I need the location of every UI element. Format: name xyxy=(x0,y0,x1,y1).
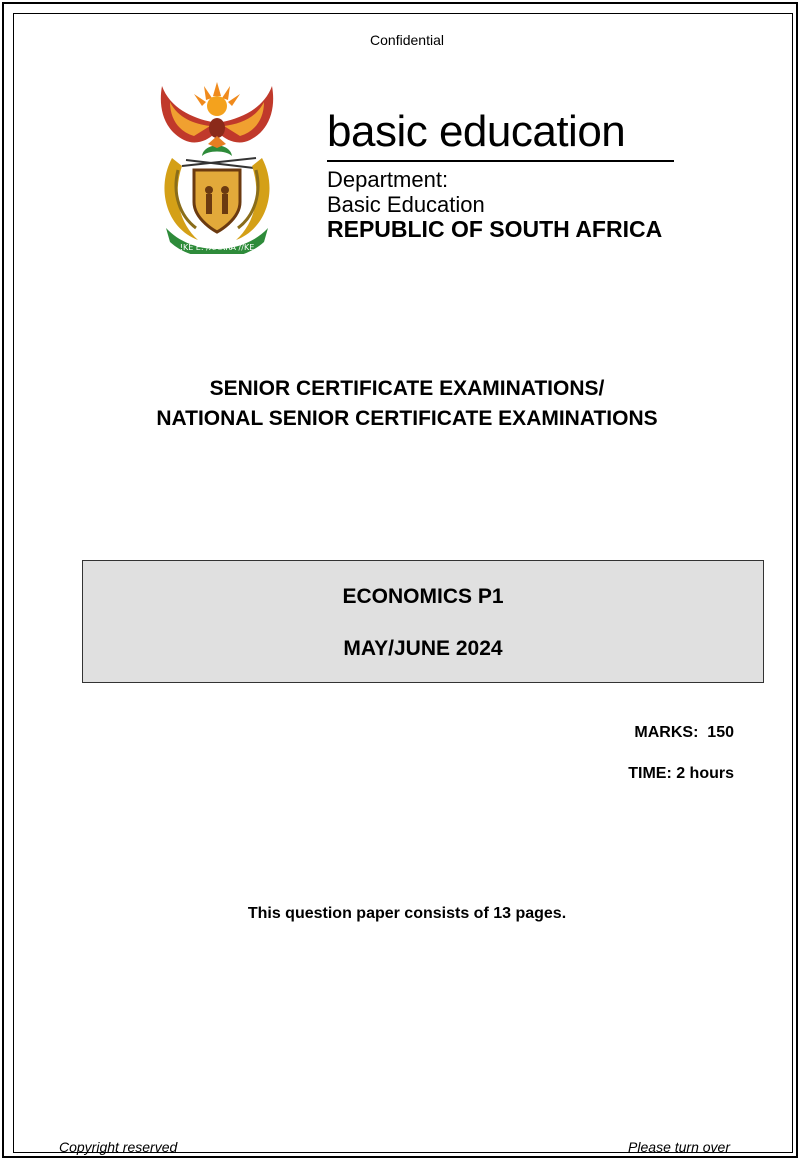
subject-name: ECONOMICS P1 xyxy=(342,585,504,608)
country-name: REPUBLIC OF SOUTH AFRICA xyxy=(327,216,663,242)
page-border-inner xyxy=(13,13,793,1153)
brand-title: basic education xyxy=(327,107,626,156)
classification-label: Confidential xyxy=(370,32,444,48)
copyright-footer: Copyright reserved xyxy=(59,1139,178,1155)
department-label: Department: xyxy=(327,167,449,192)
subject-box xyxy=(82,560,764,683)
south-african-coat-of-arms-icon xyxy=(152,78,282,254)
page-border-outer xyxy=(2,2,798,1158)
turn-over-footer: Please turn over xyxy=(628,1139,730,1155)
marks-total: MARKS: 150 xyxy=(634,724,734,741)
department-name: Basic Education xyxy=(327,192,485,217)
brand-divider xyxy=(327,160,674,162)
exam-title xyxy=(14,374,800,434)
exam-title-line1: SENIOR CERTIFICATE EXAMINATIONS/ xyxy=(209,377,605,400)
exam-session: MAY/JUNE 2024 xyxy=(343,637,503,660)
crest-motto: !KE E: /XARRA //KE xyxy=(179,243,255,252)
exam-title-line2: NATIONAL SENIOR CERTIFICATE EXAMINATIONS xyxy=(156,407,658,430)
page-count-note: This question paper consists of 13 pages. xyxy=(247,905,567,922)
time-allowed: TIME: 2 hours xyxy=(628,765,734,782)
